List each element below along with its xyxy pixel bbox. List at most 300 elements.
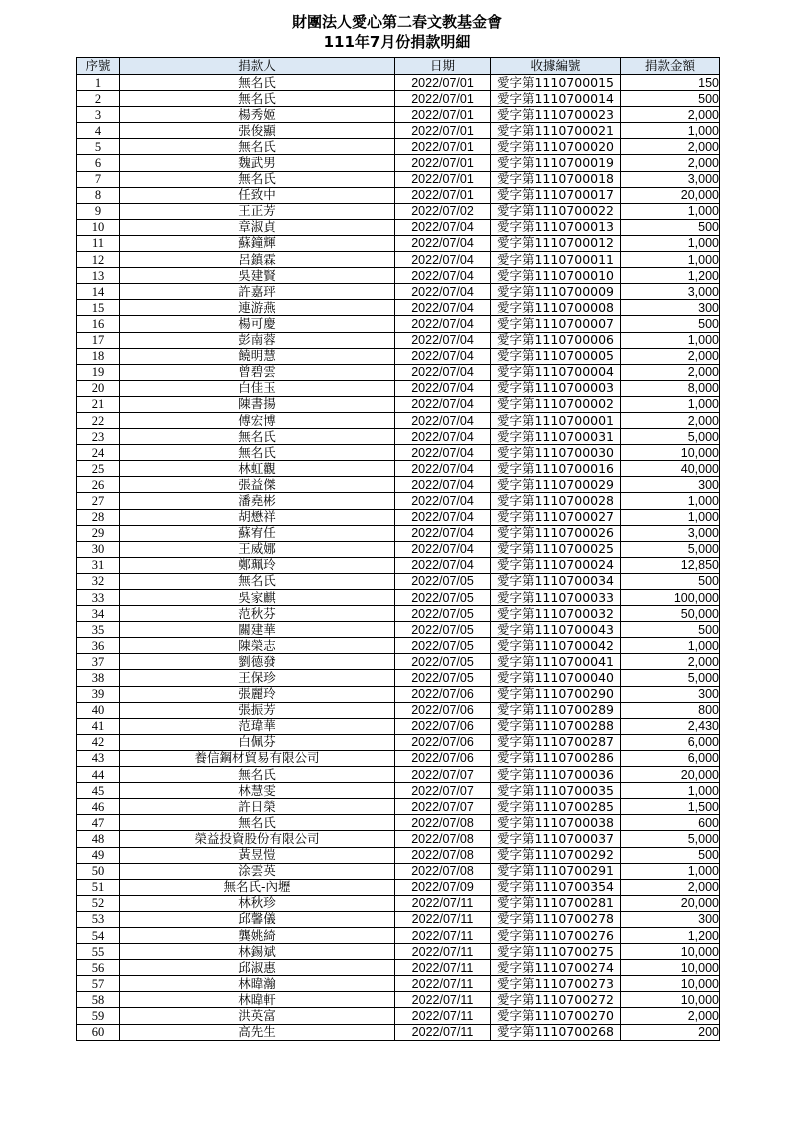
date-cell: 2022/07/07 — [395, 783, 491, 799]
amount-cell: 6,000 — [621, 734, 720, 750]
donor-cell: 無名氏 — [120, 75, 395, 91]
serial-cell: 48 — [77, 831, 120, 847]
amount-cell: 500 — [621, 622, 720, 638]
serial-cell: 17 — [77, 332, 120, 348]
receipt-number-cell: 愛字第1110700002 — [491, 396, 621, 412]
receipt-number-cell: 愛字第1110700274 — [491, 960, 621, 976]
receipt-number-cell: 愛字第1110700275 — [491, 944, 621, 960]
receipt-number-cell: 愛字第1110700006 — [491, 332, 621, 348]
table-row — [77, 316, 720, 332]
serial-cell: 8 — [77, 187, 120, 203]
date-cell: 2022/07/07 — [395, 799, 491, 815]
receipt-number-cell: 愛字第1110700035 — [491, 783, 621, 799]
receipt-number-cell: 愛字第1110700041 — [491, 654, 621, 670]
donor-cell: 王正芳 — [120, 203, 395, 219]
table-row — [77, 927, 720, 943]
amount-cell: 1,200 — [621, 927, 720, 943]
amount-cell: 2,430 — [621, 718, 720, 734]
table-row — [77, 686, 720, 702]
date-cell: 2022/07/04 — [395, 477, 491, 493]
table-row — [77, 445, 720, 461]
donor-cell: 章淑貞 — [120, 219, 395, 235]
date-cell: 2022/07/06 — [395, 718, 491, 734]
donor-cell: 魏武男 — [120, 155, 395, 171]
donor-cell: 饒明慧 — [120, 348, 395, 364]
amount-cell: 10,000 — [621, 445, 720, 461]
serial-cell: 38 — [77, 670, 120, 686]
donor-cell: 連游燕 — [120, 300, 395, 316]
table-row — [77, 702, 720, 718]
donor-cell: 林慧雯 — [120, 783, 395, 799]
donor-cell: 林秋珍 — [120, 895, 395, 911]
column-header-amount: 捐款金額 — [621, 58, 720, 75]
table-row — [77, 477, 720, 493]
date-cell: 2022/07/05 — [395, 654, 491, 670]
receipt-number-cell: 愛字第1110700017 — [491, 187, 621, 203]
receipt-number-cell: 愛字第1110700013 — [491, 219, 621, 235]
date-cell: 2022/07/04 — [395, 348, 491, 364]
donor-cell: 無名氏 — [120, 139, 395, 155]
table-row — [77, 847, 720, 863]
date-cell: 2022/07/01 — [395, 91, 491, 107]
column-header-donor: 捐款人 — [120, 58, 395, 75]
receipt-number-cell: 愛字第1110700015 — [491, 75, 621, 91]
receipt-number-cell: 愛字第1110700027 — [491, 509, 621, 525]
receipt-number-cell: 愛字第1110700001 — [491, 412, 621, 428]
receipt-number-cell: 愛字第1110700031 — [491, 429, 621, 445]
donor-cell: 無名氏 — [120, 91, 395, 107]
donor-cell: 楊可慶 — [120, 316, 395, 332]
table-row — [77, 509, 720, 525]
table-row — [77, 493, 720, 509]
date-cell: 2022/07/01 — [395, 155, 491, 171]
date-cell: 2022/07/01 — [395, 187, 491, 203]
table-row — [77, 284, 720, 300]
amount-cell: 1,000 — [621, 332, 720, 348]
receipt-number-cell: 愛字第1110700025 — [491, 541, 621, 557]
serial-cell: 32 — [77, 573, 120, 589]
date-cell: 2022/07/11 — [395, 927, 491, 943]
amount-cell: 300 — [621, 477, 720, 493]
receipt-number-cell: 愛字第1110700003 — [491, 380, 621, 396]
serial-cell: 6 — [77, 155, 120, 171]
date-cell: 2022/07/04 — [395, 525, 491, 541]
date-cell: 2022/07/06 — [395, 686, 491, 702]
date-cell: 2022/07/04 — [395, 364, 491, 380]
receipt-number-cell: 愛字第1110700291 — [491, 863, 621, 879]
receipt-number-cell: 愛字第1110700043 — [491, 622, 621, 638]
date-cell: 2022/07/08 — [395, 815, 491, 831]
table-row — [77, 879, 720, 895]
receipt-number-cell: 愛字第1110700290 — [491, 686, 621, 702]
date-cell: 2022/07/11 — [395, 960, 491, 976]
donor-cell: 白佩芬 — [120, 734, 395, 750]
donor-cell: 無名氏 — [120, 815, 395, 831]
date-cell: 2022/07/04 — [395, 509, 491, 525]
receipt-number-cell: 愛字第1110700033 — [491, 590, 621, 606]
table-row — [77, 429, 720, 445]
amount-cell: 1,000 — [621, 123, 720, 139]
receipt-number-cell: 愛字第1110700289 — [491, 702, 621, 718]
amount-cell: 1,000 — [621, 252, 720, 268]
date-cell: 2022/07/11 — [395, 1024, 491, 1040]
date-cell: 2022/07/02 — [395, 203, 491, 219]
table-row — [77, 573, 720, 589]
table-row — [77, 606, 720, 622]
receipt-number-cell: 愛字第1110700011 — [491, 252, 621, 268]
donor-cell: 邱淑惠 — [120, 960, 395, 976]
table-row — [77, 348, 720, 364]
date-cell: 2022/07/04 — [395, 412, 491, 428]
receipt-number-cell: 愛字第1110700016 — [491, 461, 621, 477]
table-row — [77, 718, 720, 734]
date-cell: 2022/07/04 — [395, 445, 491, 461]
table-row — [77, 219, 720, 235]
date-cell: 2022/07/04 — [395, 284, 491, 300]
table-row — [77, 799, 720, 815]
amount-cell: 5,000 — [621, 429, 720, 445]
amount-cell: 2,000 — [621, 1008, 720, 1024]
serial-cell: 20 — [77, 380, 120, 396]
date-cell: 2022/07/04 — [395, 493, 491, 509]
serial-cell: 24 — [77, 445, 120, 461]
table-row — [77, 750, 720, 766]
table-row — [77, 139, 720, 155]
table-row — [77, 300, 720, 316]
amount-cell: 20,000 — [621, 767, 720, 783]
receipt-number-cell: 愛字第1110700281 — [491, 895, 621, 911]
receipt-number-cell: 愛字第1110700021 — [491, 123, 621, 139]
table-row — [77, 171, 720, 187]
table-row — [77, 1008, 720, 1024]
donor-cell: 潘堯彬 — [120, 493, 395, 509]
amount-cell: 10,000 — [621, 992, 720, 1008]
serial-cell: 25 — [77, 461, 120, 477]
table-row — [77, 557, 720, 573]
amount-cell: 8,000 — [621, 380, 720, 396]
amount-cell: 10,000 — [621, 976, 720, 992]
donor-cell: 張振芳 — [120, 702, 395, 718]
receipt-number-cell: 愛字第1110700037 — [491, 831, 621, 847]
column-header-date: 日期 — [395, 58, 491, 75]
date-cell: 2022/07/07 — [395, 767, 491, 783]
receipt-number-cell: 愛字第1110700012 — [491, 235, 621, 251]
date-cell: 2022/07/04 — [395, 461, 491, 477]
column-header-serial: 序號 — [77, 58, 120, 75]
amount-cell: 600 — [621, 815, 720, 831]
donor-cell: 曾碧雲 — [120, 364, 395, 380]
serial-cell: 40 — [77, 702, 120, 718]
serial-cell: 46 — [77, 799, 120, 815]
amount-cell: 500 — [621, 91, 720, 107]
amount-cell: 100,000 — [621, 590, 720, 606]
receipt-number-cell: 愛字第1110700040 — [491, 670, 621, 686]
serial-cell: 59 — [77, 1008, 120, 1024]
serial-cell: 41 — [77, 718, 120, 734]
serial-cell: 1 — [77, 75, 120, 91]
serial-cell: 5 — [77, 139, 120, 155]
serial-cell: 50 — [77, 863, 120, 879]
serial-cell: 36 — [77, 638, 120, 654]
amount-cell: 2,000 — [621, 348, 720, 364]
table-row — [77, 412, 720, 428]
receipt-number-cell: 愛字第1110700005 — [491, 348, 621, 364]
date-cell: 2022/07/05 — [395, 606, 491, 622]
serial-cell: 19 — [77, 364, 120, 380]
receipt-number-cell: 愛字第1110700018 — [491, 171, 621, 187]
amount-cell: 1,000 — [621, 493, 720, 509]
date-cell: 2022/07/04 — [395, 268, 491, 284]
donor-cell: 吳家麒 — [120, 590, 395, 606]
table-row — [77, 976, 720, 992]
receipt-number-cell: 愛字第1110700273 — [491, 976, 621, 992]
table-row — [77, 525, 720, 541]
donor-cell: 林虹觀 — [120, 461, 395, 477]
amount-cell: 2,000 — [621, 654, 720, 670]
donor-cell: 陳書揚 — [120, 396, 395, 412]
serial-cell: 37 — [77, 654, 120, 670]
amount-cell: 300 — [621, 300, 720, 316]
amount-cell: 50,000 — [621, 606, 720, 622]
date-cell: 2022/07/08 — [395, 863, 491, 879]
serial-cell: 22 — [77, 412, 120, 428]
table-row — [77, 992, 720, 1008]
date-cell: 2022/07/05 — [395, 573, 491, 589]
date-cell: 2022/07/04 — [395, 396, 491, 412]
amount-cell: 1,000 — [621, 783, 720, 799]
donor-cell: 劉德發 — [120, 654, 395, 670]
amount-cell: 2,000 — [621, 364, 720, 380]
serial-cell: 51 — [77, 879, 120, 895]
date-cell: 2022/07/11 — [395, 976, 491, 992]
table-row — [77, 155, 720, 171]
amount-cell: 500 — [621, 316, 720, 332]
receipt-number-cell: 愛字第1110700024 — [491, 557, 621, 573]
table-row — [77, 944, 720, 960]
date-cell: 2022/07/11 — [395, 895, 491, 911]
donor-cell: 無名氏-內壢 — [120, 879, 395, 895]
serial-cell: 56 — [77, 960, 120, 976]
donor-cell: 胡懋祥 — [120, 509, 395, 525]
donor-cell: 白佳玉 — [120, 380, 395, 396]
donor-cell: 榮益投資股份有限公司 — [120, 831, 395, 847]
receipt-number-cell: 愛字第1110700010 — [491, 268, 621, 284]
date-cell: 2022/07/04 — [395, 332, 491, 348]
donor-cell: 范秋芬 — [120, 606, 395, 622]
table-header-row — [77, 58, 720, 75]
date-cell: 2022/07/01 — [395, 139, 491, 155]
donor-cell: 蘇鐘輝 — [120, 235, 395, 251]
table-row — [77, 638, 720, 654]
table-body — [77, 75, 720, 1041]
table-row — [77, 1024, 720, 1040]
date-cell: 2022/07/04 — [395, 235, 491, 251]
amount-cell: 3,000 — [621, 525, 720, 541]
serial-cell: 7 — [77, 171, 120, 187]
receipt-number-cell: 愛字第1110700008 — [491, 300, 621, 316]
serial-cell: 55 — [77, 944, 120, 960]
amount-cell: 1,000 — [621, 396, 720, 412]
serial-cell: 47 — [77, 815, 120, 831]
receipt-number-cell: 愛字第1110700007 — [491, 316, 621, 332]
donor-cell: 黃昱愷 — [120, 847, 395, 863]
serial-cell: 15 — [77, 300, 120, 316]
amount-cell: 20,000 — [621, 187, 720, 203]
amount-cell: 2,000 — [621, 107, 720, 123]
donor-cell: 張益傑 — [120, 477, 395, 493]
column-header-receipt: 收據編號 — [491, 58, 621, 75]
serial-cell: 21 — [77, 396, 120, 412]
amount-cell: 1,000 — [621, 638, 720, 654]
date-cell: 2022/07/04 — [395, 429, 491, 445]
amount-cell: 1,000 — [621, 235, 720, 251]
amount-cell: 12,850 — [621, 557, 720, 573]
serial-cell: 14 — [77, 284, 120, 300]
receipt-number-cell: 愛字第1110700036 — [491, 767, 621, 783]
amount-cell: 20,000 — [621, 895, 720, 911]
serial-cell: 9 — [77, 203, 120, 219]
serial-cell: 10 — [77, 219, 120, 235]
date-cell: 2022/07/09 — [395, 879, 491, 895]
date-cell: 2022/07/04 — [395, 300, 491, 316]
donor-cell: 王保珍 — [120, 670, 395, 686]
amount-cell: 5,000 — [621, 831, 720, 847]
receipt-number-cell: 愛字第1110700034 — [491, 573, 621, 589]
serial-cell: 26 — [77, 477, 120, 493]
table-row — [77, 734, 720, 750]
amount-cell: 500 — [621, 219, 720, 235]
amount-cell: 800 — [621, 702, 720, 718]
receipt-number-cell: 愛字第1110700278 — [491, 911, 621, 927]
serial-cell: 23 — [77, 429, 120, 445]
table-row — [77, 670, 720, 686]
date-cell: 2022/07/04 — [395, 557, 491, 573]
amount-cell: 10,000 — [621, 944, 720, 960]
amount-cell: 10,000 — [621, 960, 720, 976]
table-row — [77, 252, 720, 268]
receipt-number-cell: 愛字第1110700354 — [491, 879, 621, 895]
table-row — [77, 895, 720, 911]
date-cell: 2022/07/05 — [395, 638, 491, 654]
table-row — [77, 815, 720, 831]
serial-cell: 58 — [77, 992, 120, 1008]
serial-cell: 27 — [77, 493, 120, 509]
table-row — [77, 396, 720, 412]
receipt-number-cell: 愛字第1110700009 — [491, 284, 621, 300]
table-row — [77, 541, 720, 557]
date-cell: 2022/07/06 — [395, 734, 491, 750]
serial-cell: 4 — [77, 123, 120, 139]
date-cell: 2022/07/05 — [395, 622, 491, 638]
donor-cell: 傅宏博 — [120, 412, 395, 428]
receipt-number-cell: 愛字第1110700004 — [491, 364, 621, 380]
donor-cell: 高先生 — [120, 1024, 395, 1040]
table-row — [77, 590, 720, 606]
table-row — [77, 461, 720, 477]
amount-cell: 2,000 — [621, 879, 720, 895]
receipt-number-cell: 愛字第1110700030 — [491, 445, 621, 461]
donor-cell: 呂鎮霖 — [120, 252, 395, 268]
serial-cell: 2 — [77, 91, 120, 107]
serial-cell: 39 — [77, 686, 120, 702]
donor-cell: 龔姚綺 — [120, 927, 395, 943]
table-row — [77, 203, 720, 219]
date-cell: 2022/07/11 — [395, 944, 491, 960]
date-cell: 2022/07/04 — [395, 541, 491, 557]
date-cell: 2022/07/01 — [395, 171, 491, 187]
donor-cell: 鄭珮玲 — [120, 557, 395, 573]
donor-cell: 吳建賢 — [120, 268, 395, 284]
table-row — [77, 767, 720, 783]
serial-cell: 33 — [77, 590, 120, 606]
receipt-number-cell: 愛字第1110700019 — [491, 155, 621, 171]
receipt-number-cell: 愛字第1110700286 — [491, 750, 621, 766]
amount-cell: 6,000 — [621, 750, 720, 766]
serial-cell: 11 — [77, 235, 120, 251]
receipt-number-cell: 愛字第1110700270 — [491, 1008, 621, 1024]
date-cell: 2022/07/04 — [395, 316, 491, 332]
donor-cell: 王威娜 — [120, 541, 395, 557]
date-cell: 2022/07/08 — [395, 831, 491, 847]
receipt-number-cell: 愛字第1110700276 — [491, 927, 621, 943]
amount-cell: 200 — [621, 1024, 720, 1040]
amount-cell: 2,000 — [621, 412, 720, 428]
table-row — [77, 123, 720, 139]
donor-cell: 林暐軒 — [120, 992, 395, 1008]
serial-cell: 60 — [77, 1024, 120, 1040]
donor-cell: 無名氏 — [120, 767, 395, 783]
table-row — [77, 364, 720, 380]
donor-cell: 許日榮 — [120, 799, 395, 815]
donor-cell: 無名氏 — [120, 429, 395, 445]
date-cell: 2022/07/01 — [395, 75, 491, 91]
amount-cell: 5,000 — [621, 541, 720, 557]
table-row — [77, 783, 720, 799]
donor-cell: 關建華 — [120, 622, 395, 638]
date-cell: 2022/07/01 — [395, 123, 491, 139]
serial-cell: 31 — [77, 557, 120, 573]
receipt-number-cell: 愛字第1110700288 — [491, 718, 621, 734]
donor-cell: 養信鋼材貿易有限公司 — [120, 750, 395, 766]
table-row — [77, 622, 720, 638]
serial-cell: 53 — [77, 911, 120, 927]
table-row — [77, 831, 720, 847]
amount-cell: 300 — [621, 911, 720, 927]
amount-cell: 500 — [621, 573, 720, 589]
donation-table — [76, 57, 720, 1041]
receipt-number-cell: 愛字第1110700292 — [491, 847, 621, 863]
serial-cell: 29 — [77, 525, 120, 541]
table-row — [77, 75, 720, 91]
donor-cell: 張俊顯 — [120, 123, 395, 139]
receipt-number-cell: 愛字第1110700026 — [491, 525, 621, 541]
receipt-number-cell: 愛字第1110700042 — [491, 638, 621, 654]
serial-cell: 34 — [77, 606, 120, 622]
receipt-number-cell: 愛字第1110700014 — [491, 91, 621, 107]
amount-cell: 40,000 — [621, 461, 720, 477]
receipt-number-cell: 愛字第1110700023 — [491, 107, 621, 123]
donor-cell: 彭南蓉 — [120, 332, 395, 348]
receipt-number-cell: 愛字第1110700268 — [491, 1024, 621, 1040]
date-cell: 2022/07/06 — [395, 750, 491, 766]
date-cell: 2022/07/08 — [395, 847, 491, 863]
document-subtitle: 111年7月份捐款明細 — [323, 33, 471, 51]
serial-cell: 18 — [77, 348, 120, 364]
serial-cell: 49 — [77, 847, 120, 863]
amount-cell: 3,000 — [621, 284, 720, 300]
donor-cell: 蘇宥任 — [120, 525, 395, 541]
receipt-number-cell: 愛字第1110700022 — [491, 203, 621, 219]
